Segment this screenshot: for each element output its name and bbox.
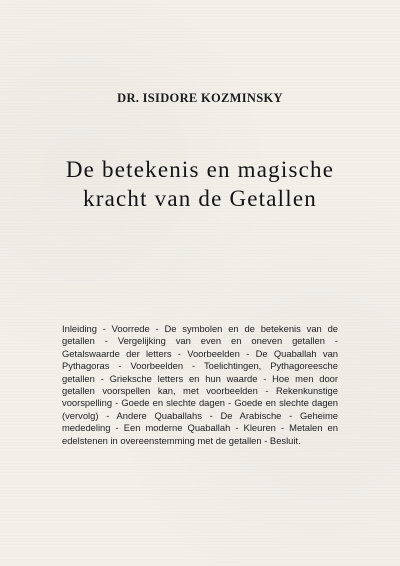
title-line-2: kracht van de Getallen — [83, 186, 317, 211]
title-line-1: De betekenis en magische — [65, 157, 335, 182]
author-name: DR. ISIDORE KOZMINSKY — [117, 91, 283, 105]
contents-summary: Inleiding - Voorrede - De symbolen en de betekenis van de getallen - Vergelijking van even en oneven getallen - Getalswaarde der letters - Voorbeelden - De Quaballah van Pythagoras - Voorbeelden - Toelichtingen, Pythagoreesche getallen - Grieksche letters en hun waarde - Hoe men door getallen voorspellen kan, met voorbeelden - Rekenkunstige voorspelling - Goede en slechte dagen - Goede en slechte dagen (vervolg) - Andere Quaballahs - De Arabische - Geheime mededeling - Een moderne Quaballah - Kleuren - Metalen en edelstenen in overeenstemming met de getallen - Besluit. — [62, 323, 338, 446]
book-title — [0, 155, 400, 213]
